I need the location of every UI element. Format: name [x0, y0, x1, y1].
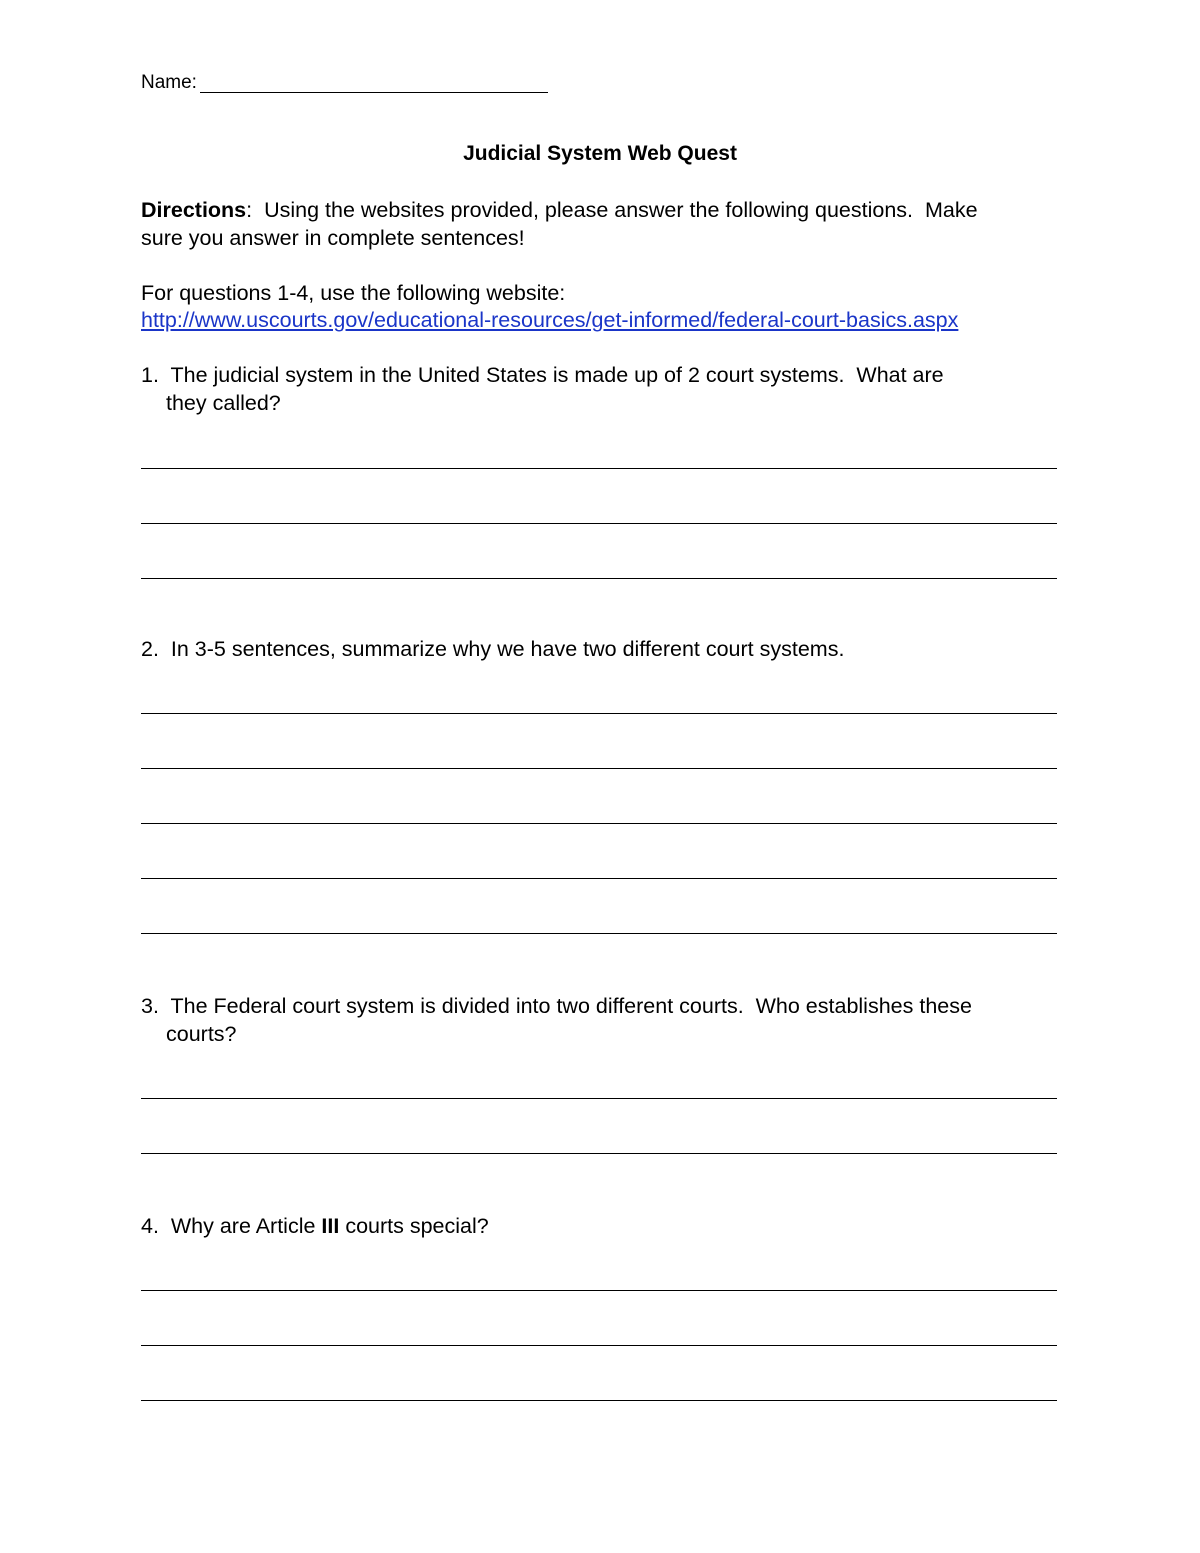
directions-line-1: [141, 196, 978, 224]
answer-line-q2-2[interactable]: [141, 768, 1057, 769]
answer-line-q1-2[interactable]: [141, 523, 1057, 524]
question-3-text: 3. The Federal court system is divided into two different courts. Who establishes these: [141, 994, 972, 1018]
answer-line-q4-3[interactable]: [141, 1400, 1057, 1401]
answer-line-q4-2[interactable]: [141, 1345, 1057, 1346]
question-4-text-start: 4. Why are Article: [141, 1214, 322, 1238]
answer-line-q3-2[interactable]: [141, 1153, 1057, 1154]
question-4-text-end: courts special?: [339, 1214, 489, 1238]
question-4-bold: III: [321, 1214, 340, 1238]
name-label: Name:: [141, 72, 197, 93]
question-3-text-cont: courts?: [166, 1022, 237, 1046]
directions-line-2: sure you answer in complete sentences!: [141, 226, 525, 250]
answer-line-q2-1[interactable]: [141, 713, 1057, 714]
resource-intro: For questions 1-4, use the following website:: [141, 281, 566, 305]
answer-line-q2-3[interactable]: [141, 823, 1057, 824]
answer-line-q3-1[interactable]: [141, 1098, 1057, 1099]
directions-label: Directions: [141, 198, 247, 222]
resource-link[interactable]: http://www.uscourts.gov/educational-resources/get-informed/federal-court-basics.aspx: [141, 308, 959, 332]
question-1-text: 1. The judicial system in the United States is made up of 2 court systems. What are: [141, 363, 944, 387]
question-2-text: 2. In 3-5 sentences, summarize why we have two different court systems.: [141, 637, 845, 661]
question-1-text-cont: they called?: [166, 391, 281, 415]
answer-line-q2-5[interactable]: [141, 933, 1057, 934]
answer-line-q1-3[interactable]: [141, 578, 1057, 579]
directions-colon: :: [246, 198, 253, 222]
question-4-text: [141, 1212, 489, 1240]
name-blank-line[interactable]: [200, 92, 548, 93]
answer-line-q1-1[interactable]: [141, 468, 1057, 469]
answer-line-q2-4[interactable]: [141, 878, 1057, 879]
directions-text-1: Using the websites provided, please answer the following questions. Make: [252, 198, 978, 222]
page-title: Judicial System Web Quest: [463, 142, 737, 165]
answer-line-q4-1[interactable]: [141, 1290, 1057, 1291]
